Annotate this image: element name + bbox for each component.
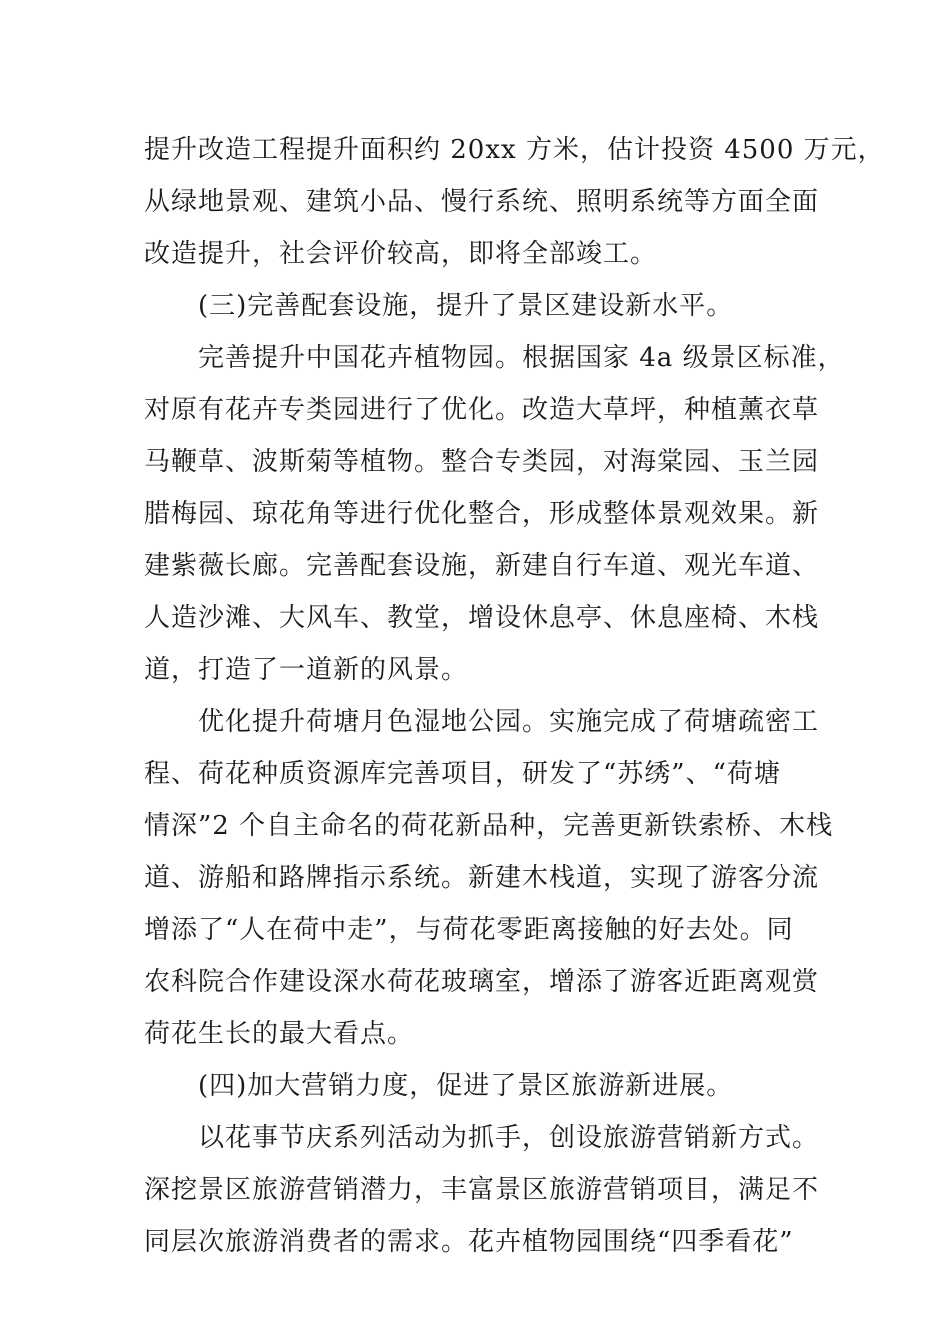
text-line: 完善提升中国花卉植物园。根据国家 4a 级景区标准， bbox=[198, 343, 845, 373]
text-line: 同层次旅游消费者的需求。花卉植物园围绕“四季看花” bbox=[144, 1227, 794, 1257]
section-heading: (三)完善配套设施，提升了景区建设新水平。 bbox=[198, 291, 734, 321]
text-line: 情深”2 个自主命名的荷花新品种，完善更新铁索桥、木栈 bbox=[144, 811, 834, 841]
text-line: 建紫薇长廊。完善配套设施，新建自行车道、观光车道、 bbox=[144, 551, 820, 581]
text-line: 以花事节庆系列活动为抓手，创设旅游营销新方式。 bbox=[198, 1123, 820, 1153]
text-line: 改造提升，社会评价较高，即将全部竣工。 bbox=[144, 239, 658, 269]
text-line: 从绿地景观、建筑小品、慢行系统、照明系统等方面全面 bbox=[144, 187, 820, 217]
text-line: 对原有花卉专类园进行了优化。改造大草坪，种植薰衣草 bbox=[144, 395, 820, 425]
text-line: 优化提升荷塘月色湿地公园。实施完成了荷塘疏密工 bbox=[198, 707, 820, 737]
text-line: 增添了“人在荷中走”，与荷花零距离接触的好去处。同 bbox=[144, 915, 794, 945]
text-line: 道，打造了一道新的风景。 bbox=[144, 655, 469, 685]
section-heading: (四)加大营销力度，促进了景区旅游新进展。 bbox=[198, 1071, 734, 1101]
text-line: 马鞭草、波斯菊等植物。整合专类园，对海棠园、玉兰园 bbox=[144, 447, 820, 477]
text-line: 荷花生长的最大看点。 bbox=[144, 1019, 415, 1049]
text-line: 提升改造工程提升面积约 20xx 方米，估计投资 4500 万元， bbox=[144, 135, 885, 165]
text-line: 农科院合作建设深水荷花玻璃室，增添了游客近距离观赏 bbox=[144, 967, 820, 997]
text-line: 程、荷花种质资源库完善项目，研发了“苏绣”、“荷塘 bbox=[144, 759, 781, 789]
text-line: 道、游船和路牌指示系统。新建木栈道，实现了游客分流 bbox=[144, 863, 820, 893]
text-line: 深挖景区旅游营销潜力，丰富景区旅游营销项目，满足不 bbox=[144, 1175, 820, 1205]
text-line: 人造沙滩、大风车、教堂，增设休息亭、休息座椅、木栈 bbox=[144, 603, 820, 633]
text-line: 腊梅园、琼花角等进行优化整合，形成整体景观效果。新 bbox=[144, 499, 820, 529]
